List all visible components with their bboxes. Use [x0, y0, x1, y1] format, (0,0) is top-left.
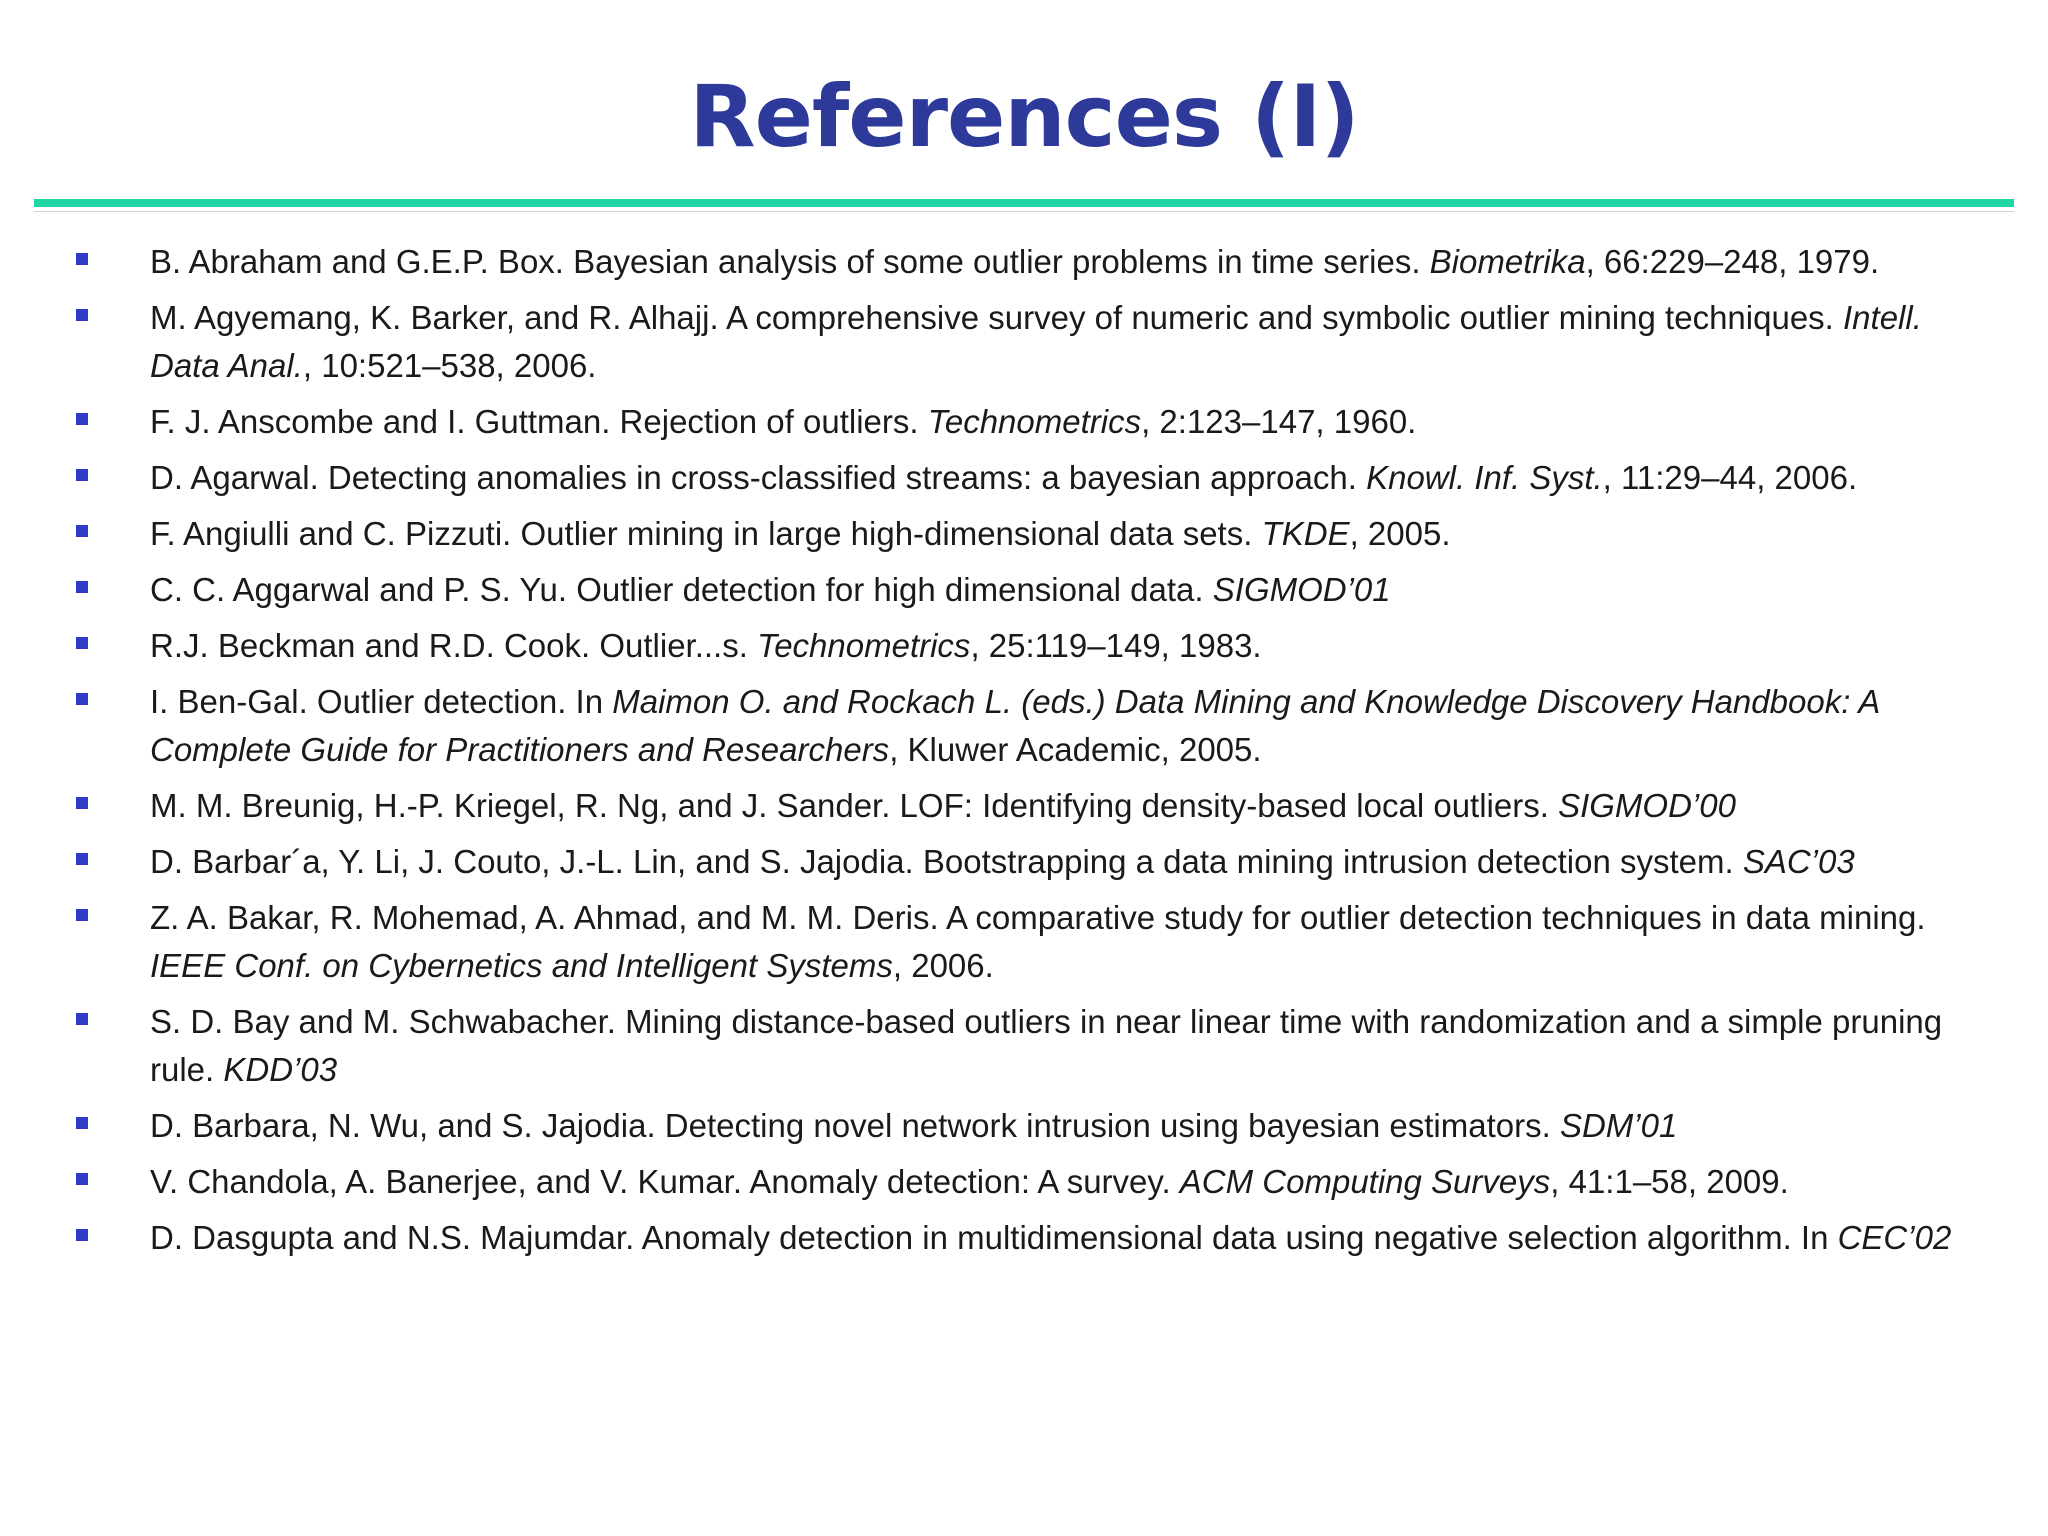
- reference-item: [72, 454, 1972, 502]
- reference-text: B. Abraham and G.E.P. Box. Bayesian analysis of some outlier problems in time series.: [150, 243, 1430, 280]
- reference-text: D. Barbara, N. Wu, and S. Jajodia. Detecting novel network intrusion using bayesian estimators.: [150, 1107, 1560, 1144]
- reference-venue: SAC’03: [1742, 843, 1855, 880]
- reference-venue: TKDE: [1261, 515, 1350, 552]
- reference-details: , 25:119–149, 1983.: [970, 627, 1262, 664]
- reference-venue: CEC’02: [1837, 1219, 1952, 1256]
- reference-text: D. Dasgupta and N.S. Majumdar. Anomaly detection in multidimensional data using negative selection algorithm. In: [150, 1219, 1838, 1256]
- reference-text: C. C. Aggarwal and P. S. Yu. Outlier detection for high dimensional data.: [150, 571, 1213, 608]
- slide-title: References (I): [689, 67, 1359, 167]
- bullet-icon: [76, 525, 88, 537]
- reference-item: [72, 238, 1972, 286]
- reference-details: , 10:521–538, 2006.: [302, 347, 597, 384]
- reference-venue: Technometrics: [757, 627, 971, 664]
- bullet-icon: [76, 909, 88, 921]
- reference-details: , 11:29–44, 2006.: [1602, 459, 1858, 496]
- reference-details: , 2005.: [1349, 515, 1451, 552]
- reference-venue: IEEE Conf. on Cybernetics and Intelligent Systems: [150, 947, 893, 984]
- bullet-icon: [76, 853, 88, 865]
- reference-item: [72, 1102, 1972, 1150]
- reference-details: , 41:1–58, 2009.: [1550, 1163, 1789, 1200]
- reference-item: [72, 294, 1972, 390]
- bullet-icon: [76, 693, 88, 705]
- reference-item: [72, 398, 1972, 446]
- reference-item: [72, 1214, 1972, 1262]
- bullet-icon: [76, 1173, 88, 1185]
- reference-venue: SDM’01: [1559, 1107, 1678, 1144]
- reference-item: [72, 622, 1972, 670]
- reference-venue: SIGMOD’01: [1212, 571, 1391, 608]
- title-divider-thin: [34, 211, 2014, 212]
- reference-item: [72, 894, 1972, 990]
- reference-venue: SIGMOD’00: [1558, 787, 1736, 824]
- bullet-icon: [76, 797, 88, 809]
- reference-venue: ACM Computing Surveys: [1179, 1163, 1551, 1200]
- bullet-icon: [76, 581, 88, 593]
- reference-item: [72, 782, 1972, 830]
- reference-item: [72, 678, 1972, 774]
- bullet-icon: [76, 1117, 88, 1129]
- title-divider: [34, 199, 2014, 207]
- reference-text: V. Chandola, A. Banerjee, and V. Kumar. Anomaly detection: A survey.: [150, 1163, 1180, 1200]
- reference-venue: KDD’03: [223, 1051, 338, 1088]
- reference-item: [72, 838, 1972, 886]
- bullet-icon: [76, 1229, 88, 1241]
- reference-text: D. Barbar´a, Y. Li, J. Couto, J.-L. Lin, and S. Jajodia. Bootstrapping a data mining intrusion detection system.: [150, 843, 1743, 880]
- reference-item: [72, 566, 1972, 614]
- reference-text: S. D. Bay and M. Schwabacher. Mining distance-based outliers in near linear time with randomization and a simple pruning rule.: [150, 1003, 1943, 1088]
- reference-venue: Knowl. Inf. Syst.: [1366, 459, 1603, 496]
- reference-text: F. Angiulli and C. Pizzuti. Outlier mining in large high-dimensional data sets.: [150, 515, 1262, 552]
- bullet-icon: [76, 253, 88, 265]
- reference-item: [72, 998, 1972, 1094]
- reference-details: , 66:229–248, 1979.: [1585, 243, 1880, 280]
- bullet-icon: [76, 469, 88, 481]
- reference-details: , 2:123–147, 1960.: [1141, 403, 1417, 440]
- reference-item: [72, 510, 1972, 558]
- reference-text: D. Agarwal. Detecting anomalies in cross-classified streams: a bayesian approach.: [150, 459, 1367, 496]
- reference-text: R.J. Beckman and R.D. Cook. Outlier...s.: [150, 627, 758, 664]
- reference-details: , Kluwer Academic, 2005.: [889, 731, 1262, 768]
- bullet-icon: [76, 309, 88, 321]
- reference-text: M. M. Breunig, H.-P. Kriegel, R. Ng, and J. Sander. LOF: Identifying density-based local outliers.: [150, 787, 1559, 824]
- bullet-icon: [76, 413, 88, 425]
- reference-venue: Technometrics: [927, 403, 1142, 440]
- reference-text: Z. A. Bakar, R. Mohemad, A. Ahmad, and M. M. Deris. A comparative study for outlier detection techniques in data mining.: [150, 899, 1926, 936]
- bullet-icon: [76, 1013, 88, 1025]
- reference-venue: Intell. Data Anal.: [150, 299, 1922, 384]
- reference-venue: Biometrika: [1429, 243, 1586, 280]
- bullet-icon: [76, 637, 88, 649]
- reference-details: , 2006.: [892, 947, 994, 984]
- reference-list: [72, 238, 1972, 1270]
- reference-text: M. Agyemang, K. Barker, and R. Alhajj. A comprehensive survey of numeric and symbolic outlier mining techniques.: [150, 299, 1844, 336]
- reference-text: I. Ben-Gal. Outlier detection. In: [150, 683, 613, 720]
- reference-venue: Maimon O. and Rockach L. (eds.) Data Mining and Knowledge Discovery Handbook: A Complete Guide for Practitioners and Researchers: [150, 683, 1880, 768]
- reference-text: F. J. Anscombe and I. Guttman. Rejection of outliers.: [150, 403, 928, 440]
- reference-item: [72, 1158, 1972, 1206]
